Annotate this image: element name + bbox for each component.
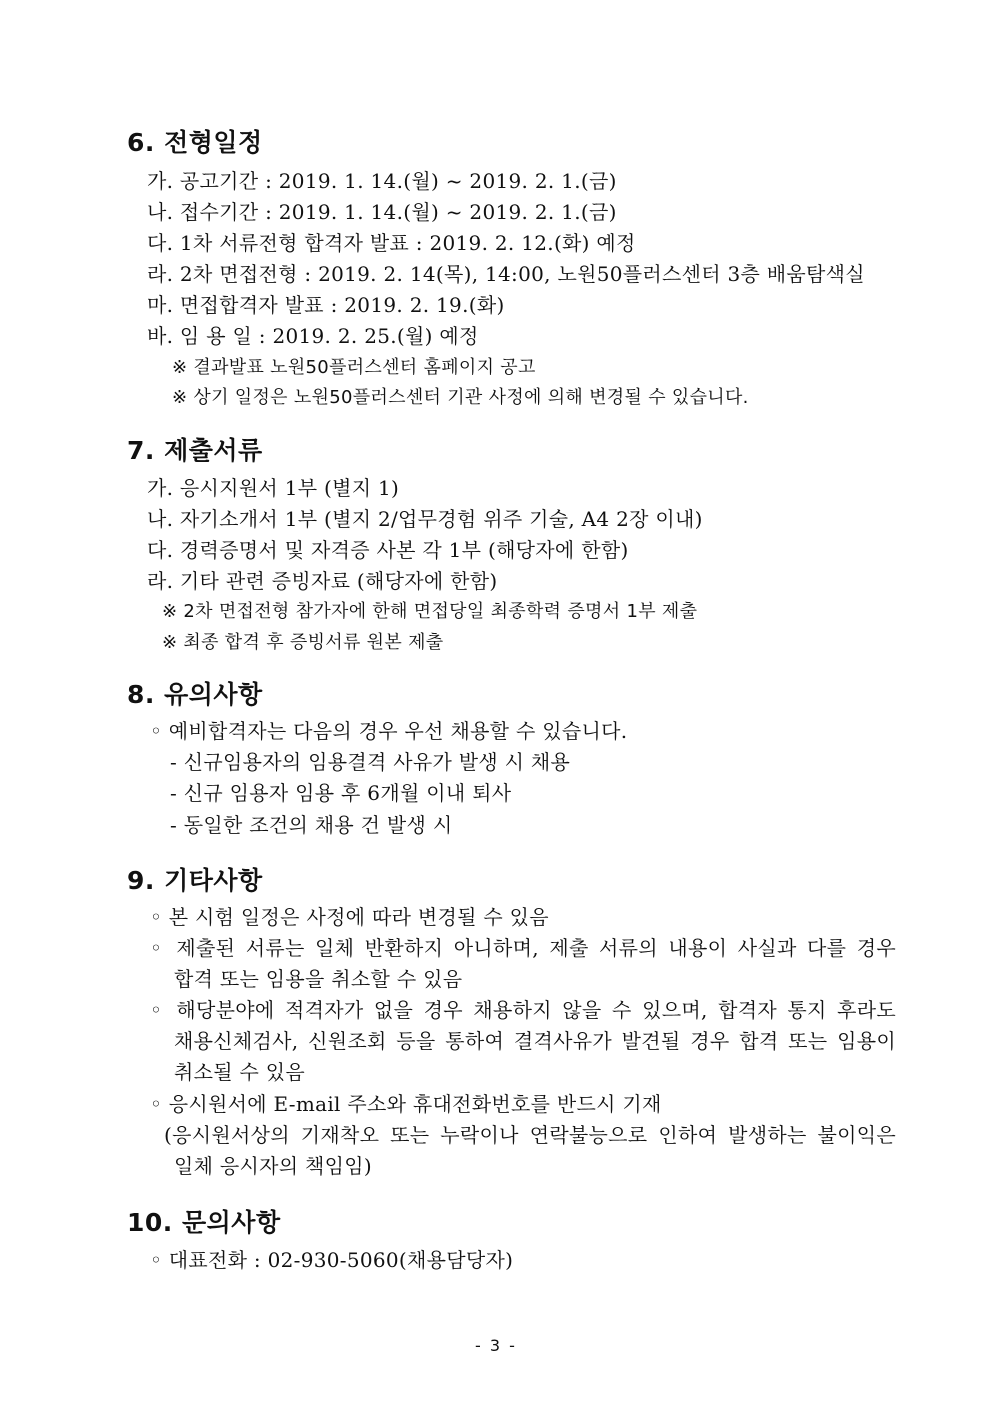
document-note-2: ※ 최종 합격 후 증빙서류 원본 제출 (162, 632, 444, 653)
misc-item-2-cont: 합격 또는 임용을 취소할 수 있음 (174, 967, 463, 991)
schedule-item-ga: 가. 공고기간 : 2019. 1. 14.(월) ~ 2019. 2. 1.(금) (147, 169, 617, 193)
schedule-item-da: 다. 1차 서류전형 합격자 발표 : 2019. 2. 12.(화) 예정 (147, 231, 636, 255)
section-6-heading: 6. 전형일정 (127, 128, 263, 157)
section-8-heading: 8. 유의사항 (127, 680, 263, 709)
misc-item-5-cont: 일체 응시자의 책임임) (174, 1154, 372, 1178)
section-10-heading: 10. 문의사항 (127, 1208, 281, 1237)
misc-item-1: ◦ 본 시험 일정은 사정에 따라 변경될 수 있음 (150, 905, 549, 929)
misc-item-4: ◦ 응시원서에 E-mail 주소와 휴대전화번호를 반드시 기재 (150, 1092, 662, 1116)
caution-item-1: - 신규임용자의 임용결격 사유가 발생 시 채용 (170, 750, 571, 774)
caution-intro: ◦ 예비합격자는 다음의 경우 우선 채용할 수 있습니다. (150, 719, 628, 743)
section-9-heading: 9. 기타사항 (127, 866, 263, 895)
schedule-note-2: ※ 상기 일정은 노원50플러스센터 기관 사정에 의해 변경될 수 있습니다. (172, 387, 749, 408)
misc-item-2: ◦ 제출된 서류는 일체 반환하지 아니하며, 제출 서류의 내용이 사실과 다를 경우 (150, 936, 896, 960)
schedule-note-1: ※ 결과발표 노원50플러스센터 홈페이지 공고 (172, 357, 536, 378)
page-number: - 3 - (475, 1336, 517, 1355)
misc-item-5: (응시원서상의 기재착오 또는 누락이나 연락불능으로 인하여 발생하는 불이익은 (164, 1123, 896, 1147)
schedule-item-ba: 바. 임 용 일 : 2019. 2. 25.(월) 예정 (147, 324, 479, 348)
schedule-item-ma: 마. 면접합격자 발표 : 2019. 2. 19.(화) (147, 293, 505, 317)
misc-item-3-cont-2: 취소될 수 있음 (174, 1060, 306, 1084)
section-7-heading: 7. 제출서류 (127, 436, 263, 465)
schedule-item-na: 나. 접수기간 : 2019. 1. 14.(월) ~ 2019. 2. 1.(금) (147, 200, 617, 224)
misc-item-3-cont-1: 채용신체검사, 신원조회 등을 통하여 결격사유가 발견될 경우 합격 또는 임용이 (174, 1029, 896, 1053)
document-item-ra: 라. 기타 관련 증빙자료 (해당자에 한함) (147, 569, 498, 593)
document-note-1: ※ 2차 면접전형 참가자에 한해 면접당일 최종학력 증명서 1부 제출 (162, 601, 698, 622)
caution-item-2: - 신규 임용자 임용 후 6개월 이내 퇴사 (170, 781, 512, 805)
schedule-item-ra: 라. 2차 면접전형 : 2019. 2. 14(목), 14:00, 노원50플러스센터 3층 배움탐색실 (147, 262, 865, 286)
document-item-ga: 가. 응시지원서 1부 (별지 1) (147, 476, 400, 500)
caution-item-3: - 동일한 조건의 채용 건 발생 시 (170, 813, 453, 837)
document-item-da: 다. 경력증명서 및 자격증 사본 각 1부 (해당자에 한함) (147, 538, 629, 562)
document-item-na: 나. 자기소개서 1부 (별지 2/업무경험 위주 기술, A4 2장 이내) (147, 507, 703, 531)
misc-item-3: ◦ 해당분야에 적격자가 없을 경우 채용하지 않을 수 있으며, 합격자 통지 후라도 (150, 998, 896, 1022)
contact-phone: ◦ 대표전화 : 02-930-5060(채용담당자) (150, 1248, 514, 1272)
